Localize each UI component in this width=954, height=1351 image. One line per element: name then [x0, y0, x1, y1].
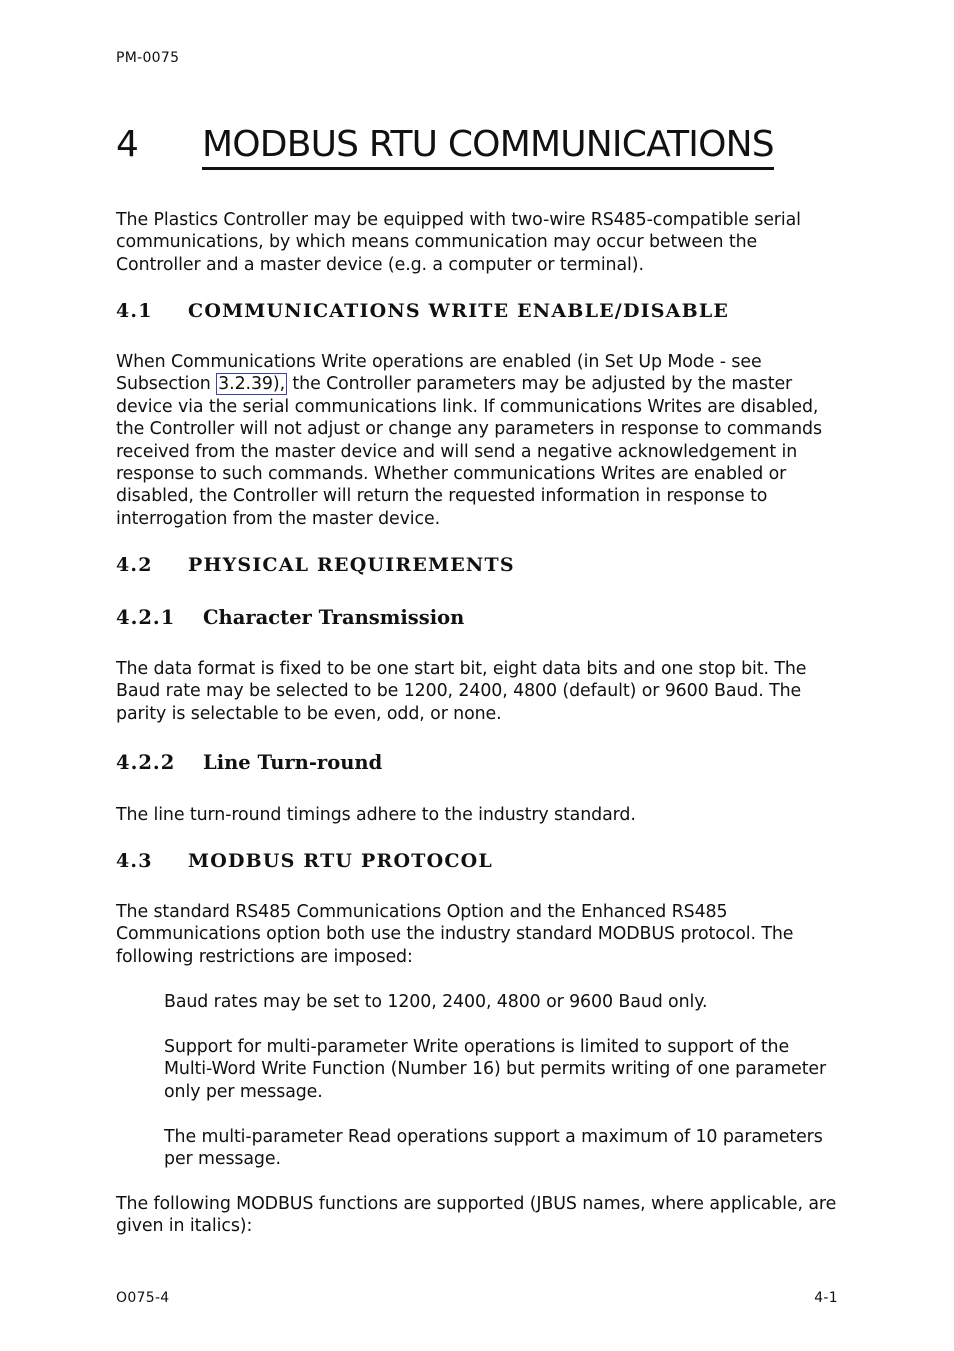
subsection-4-2-1-heading — [116, 606, 464, 629]
subsection-4-2-2-heading — [116, 751, 382, 774]
chapter-title: MODBUS RTU COMMUNICATIONS — [202, 124, 774, 170]
subsection-link[interactable]: 3.2.39), — [218, 374, 285, 395]
chapter-number: 4 — [116, 124, 139, 165]
section-4-1-heading — [116, 300, 729, 322]
section-4-1-paragraph — [116, 351, 838, 530]
subsection-title: Line Turn-round — [203, 751, 383, 774]
page-number: 4-1 — [814, 1290, 838, 1306]
closing-paragraph: The following MODBUS functions are supported (JBUS names, where applicable, are given in italics): — [116, 1194, 837, 1237]
section-number: 4.2 — [116, 554, 153, 576]
section-number: 4.1 — [116, 300, 153, 322]
subsection-4-2-2-paragraph: The line turn-round timings adhere to the industry standard. — [116, 805, 636, 825]
subsection-title: Character Transmission — [203, 606, 465, 629]
section-title: MODBUS RTU PROTOCOL — [188, 850, 493, 872]
footer-document-code: O075-4 — [116, 1290, 170, 1306]
section-title: PHYSICAL REQUIREMENTS — [188, 554, 515, 576]
subsection-4-2-1-paragraph: The data format is fixed to be one start bit, eight data bits and one stop bit. The Baud rate may be selected to be 1200, 2400, 4800 (default) or 9600 Baud. The parity is selectable to be even, odd, or none. — [116, 659, 807, 724]
subsection-number: 4.2.1 — [116, 606, 176, 629]
section-4-2-heading — [116, 554, 515, 576]
restriction-item: Baud rates may be set to 1200, 2400, 4800 or 9600 Baud only. — [164, 992, 708, 1012]
section-title: COMMUNICATIONS WRITE ENABLE/DISABLE — [188, 300, 730, 322]
subsection-number: 4.2.2 — [116, 751, 176, 774]
restriction-item: The multi-parameter Read operations support a maximum of 10 parameters per message. — [164, 1127, 823, 1170]
paragraph-text: When Communications Write operations are enabled (in Set Up Mode - see Subsection — [116, 352, 762, 395]
document-code: PM-0075 — [116, 50, 180, 66]
section-4-3-heading — [116, 850, 493, 872]
section-4-3-paragraph: The standard RS485 Communications Option and the Enhanced RS485 Communications option both use the industry standard MODBUS protocol. The following restrictions are imposed: — [116, 902, 794, 967]
restriction-item: Support for multi-parameter Write operations is limited to support of the Multi-Word Write Function (Number 16) but permits writing of one parameter only per message. — [164, 1037, 827, 1102]
intro-paragraph: The Plastics Controller may be equipped with two-wire RS485-compatible serial communications, by which means communication may occur between the Controller and a master device (e.g. a computer or terminal). — [116, 210, 801, 275]
paragraph-text: the Controller parameters may be adjusted by the master device via the serial communications link. If communications Writes are disabled, the Controller will not adjust or change any parameters in response to commands received from the master device and will send a negative acknowledgement in response to such commands. Whether communications Writes are enabled or disabled, the Controller will return the requested information in response to interrogation from the master device. — [116, 374, 822, 529]
section-number: 4.3 — [116, 850, 153, 872]
